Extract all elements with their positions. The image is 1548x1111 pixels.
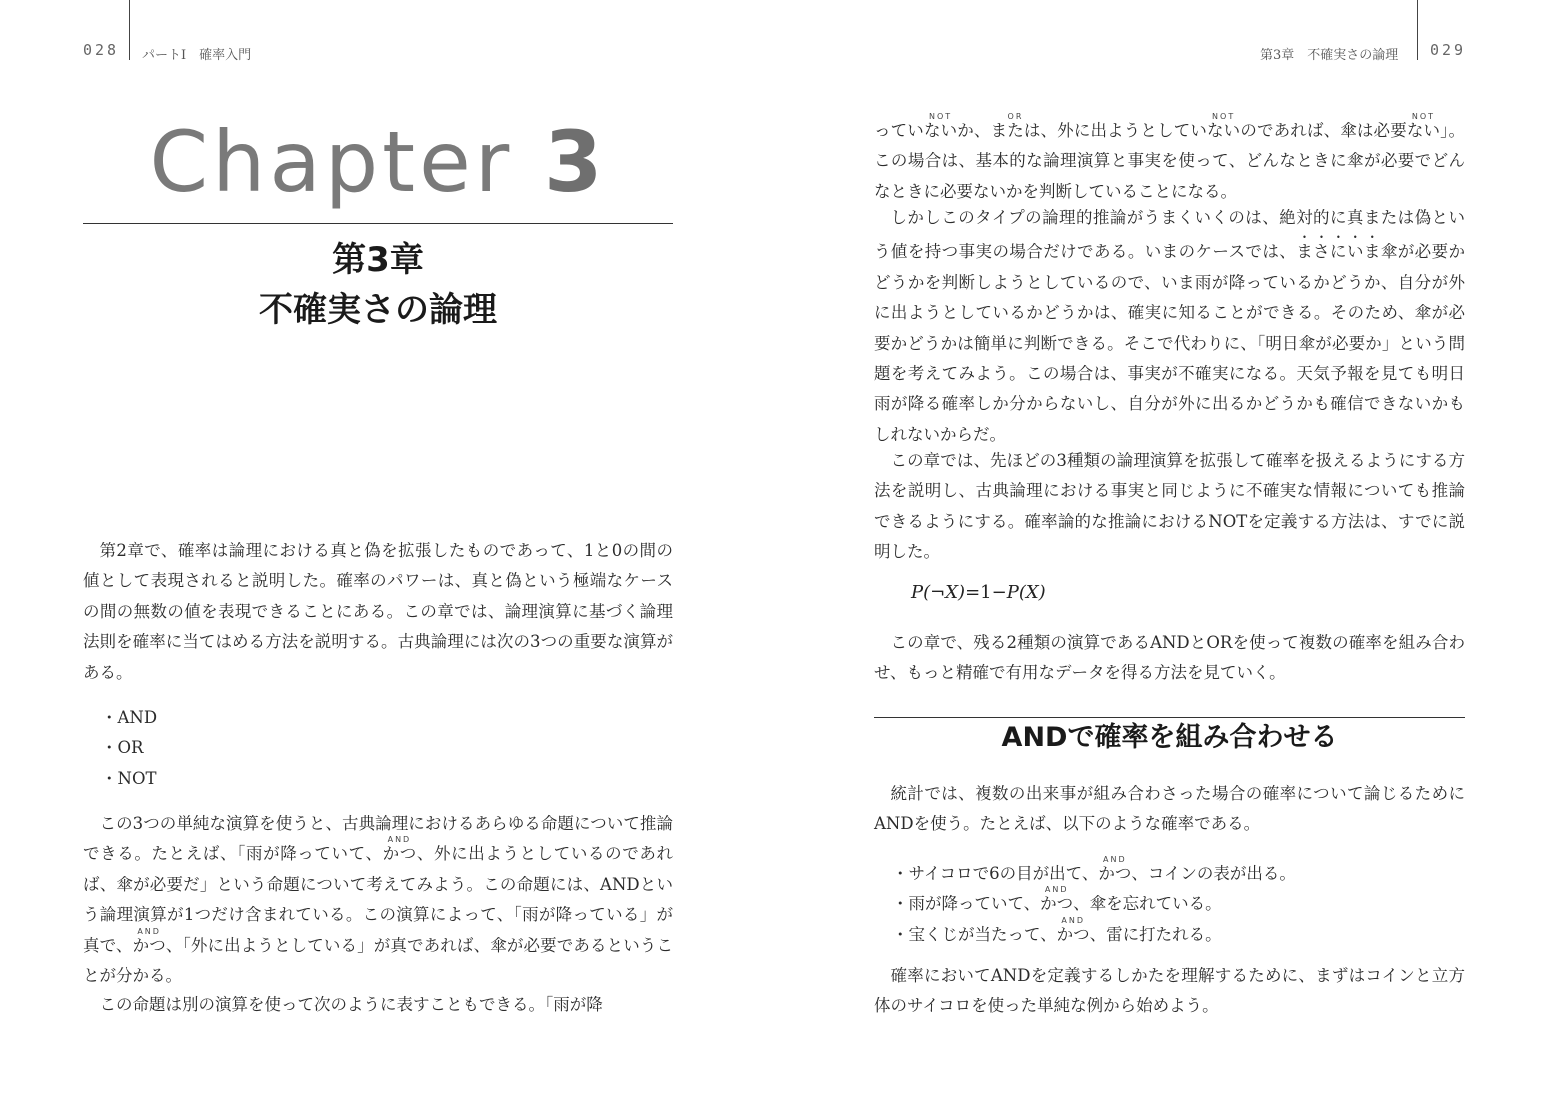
section-heading: ANDで確率を組み合わせる — [1001, 722, 1338, 753]
body-paragraph: この章では、先ほどの3種類の論理演算を拡張して確率を扱えるようにする方法を説明し、古典論理における事実と同じように不確実な情報についても推論できるようにする。確率論的な推論におけるNOTを定義する方法は、すでに説明した。 — [874, 451, 1465, 562]
header-divider — [1417, 0, 1418, 60]
body-paragraph: っていないNOTか、またはOR、外に出ようとしていないNOTのであれば、傘は必要ないNOT」。この場合は、基本的な論理演算と事実を使って、どんなときに傘が必要でどんなときに必要ないかを判断していることになる。 — [874, 112, 1466, 201]
chapter-word: Chapter — [149, 113, 514, 211]
list-item: ・AND — [101, 708, 158, 727]
body-paragraph: 確率においてANDを定義するしかたを理解するために、まずはコインと立方体のサイコロを使った単純な例から始めよう。 — [874, 966, 1465, 1016]
right-page — [774, 0, 1548, 1111]
list-item: ・OR — [101, 738, 144, 758]
list-item: ・サイコロで6の目が出て、かつAND、コインの表が出る。 — [892, 855, 1296, 883]
chapter-rule — [83, 223, 673, 224]
body-paragraph: この3つの単純な演算を使うと、古典論理におけるあらゆる命題について推論できる。たとえば、「雨が降っていて、かつAND、外に出ようとしているのであれば、傘が必要だ」という命題について考えてみよう。この命題には、ANDという論理演算が1つだけ含まれている。この演算によって、「雨が降っている」が真で、かつAND、「外に出ようとしている」が真であれば、傘が必要であるということが分かる。 — [83, 814, 674, 986]
list-item: ・宝くじが当たって、かつAND、雷に打たれる。 — [892, 915, 1222, 944]
examples-list — [892, 855, 1296, 946]
running-header: パートⅠ 確率入門 — [142, 48, 252, 63]
body-paragraph-continued: この命題は別の演算を使って次のように表すこともできる。「雨が降 — [99, 995, 603, 1014]
body-paragraph: 統計では、複数の出来事が組み合わさった場合の確率について論じるためにANDを使う。たとえば、以下のような確率である。 — [874, 784, 1465, 834]
chapter-heading — [0, 112, 756, 212]
operations-list — [101, 703, 157, 794]
header-divider — [129, 0, 130, 60]
page-number: 028 — [83, 41, 120, 59]
intro-paragraph: 第2章で、確率は論理における真と偽を拡張したものであって、1と0の間の値として表現されると説明した。確率のパワーは、真と偽という極端なケースの間の無数の値を表現できることにある。この章では、論理演算に基づく論理法則を確率に当てはめる方法を説明する。古典論理には次の3つの重要な演算がある。 — [83, 541, 673, 682]
running-header: 第3章 不確実さの論理 — [1260, 48, 1399, 63]
chapter-title: 不確実さの論理 — [259, 290, 497, 330]
chapter-title-number: 第3章 — [332, 240, 424, 280]
list-item: ・NOT — [101, 768, 157, 788]
list-item: ・雨が降っていて、かつAND、傘を忘れている。 — [892, 885, 1222, 914]
emphasis-text: まさにいま — [1296, 242, 1381, 262]
body-paragraph: この章で、残る2種類の演算であるANDとORを使って複数の確率を組み合わせ、もっと精確で有用なデータを得る方法を見ていく。 — [874, 633, 1465, 683]
body-paragraph: しかしこのタイプの論理的推論がうまくいくのは、絶対的に真または偽という値を持つ事実の場合だけである。いまのケースでは、まさにいま傘が必要かどうかを判断しようとしているので、いま雨が降っているかどうか、自分が外に出ようとしているかどうかは、確実に知ることができる。そのため、傘が必要かどうかは簡単に判断できる。そこで代わりに、「明日傘が必要か」という問題を考えてみよう。この場合は、事実が不確実になる。天気予報を見ても明日雨が降る確率しか分からないし、自分が外に出るかどうかも確信できないかもしれないからだ。 — [874, 208, 1465, 444]
page-number: 029 — [1430, 41, 1467, 59]
chapter-number: 3 — [544, 113, 607, 211]
formula: P(¬X)=1−P(X) — [911, 582, 1046, 603]
